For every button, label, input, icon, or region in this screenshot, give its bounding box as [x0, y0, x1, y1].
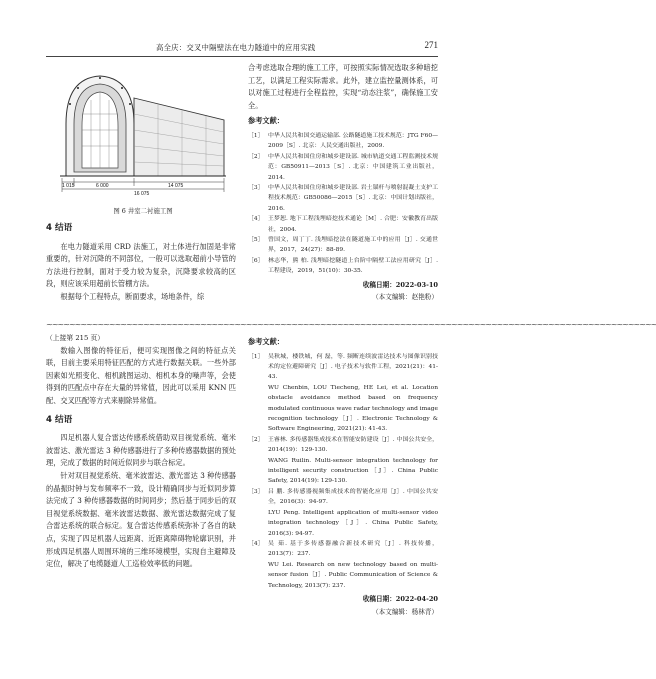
- reference-item: ［4］ 吴 茹. 基于多传感器融合新技术研究［J］. 科技传播，2013(7)：237.: [248, 540, 438, 558]
- bottom-left-column: [46, 332, 236, 571]
- reference-item-en: WANG Ruilin. Multi-sensor integration technology for intelligent security construction［J］. China Public Safety, 2014(19): 129-130.: [268, 457, 438, 485]
- section-title: 4 结语: [46, 223, 73, 233]
- paragraph: 四足机器人复合雷达传感系统借助双目视觉系统、毫米波雷达、激光雷达 3 种传感器进行了多种传感器数据的预处理，完成了数据的时间近似同步与联合标定。: [46, 433, 236, 468]
- section-divider: ~~~~~~~~~~~~~~~~~~~~~~~~~~~~~~~~~~~~~~~~~~~~~~~~~~~~~~~~~~~~~~~~~~~~~~~~~~~~~~~~~~~~~~~~~~~~~~~~~~~~~~~~~~~: [46, 320, 656, 329]
- reference-item: ［2］ 王睿林. 多传感器集成技术在智能安防建设［J］. 中国公共安全，2014(19)：129-130.: [248, 436, 438, 454]
- editor-note: （本文编辑：赵艳粉）: [372, 293, 438, 302]
- editor-note: （本文编辑：杨林青）: [372, 607, 438, 616]
- page-header: [46, 40, 438, 54]
- received-date: 收稿日期：2022-03-10: [362, 280, 438, 289]
- dim-label-4: 16 075: [134, 191, 150, 197]
- figure-caption: 图 6 井室二衬施工图: [113, 207, 173, 215]
- reference-item: ［3］ 吕 鹏. 多传感器视频集成技术的智能化应用［J］. 中国公共安全，2016(3)：94-97.: [248, 488, 438, 506]
- dim-label-2: 6 000: [96, 183, 109, 189]
- reference-item: ［6］ 林志华，熊 柏. 浅埋暗挖隧道上台阶中隔壁工法应用研究［J］. 工程建设，2019，51(10)：30-35.: [248, 257, 438, 275]
- section-title: 4 结语: [46, 414, 73, 425]
- top-left-column: [46, 216, 236, 304]
- top-right-column: [248, 62, 438, 304]
- reference-item: ［4］ 王梦恕. 地下工程浅埋暗挖技术通论［M］. 合肥：安徽教育出版社，2004.: [248, 216, 438, 233]
- reference-item-en: LYU Peng. Intelligent application of multi-sensor video integration technology［J］. China Public Safety, 2016(3): 94-97.: [268, 509, 438, 537]
- reference-item: ［3］ 中华人民共和国住房和城乡建设部. 岩土锚杆与喷射混凝土支护工程技术规范：GB50086—2015［S］. 北京：中国计划出版社，2016.: [248, 185, 438, 212]
- references-title: 参考文献：: [248, 116, 284, 126]
- reference-item: ［5］ 曾国文，周丁丁. 浅埋暗挖法在隧道施工中的应用［J］. 交通世界，2017，24(27)：88-89.: [248, 237, 438, 254]
- reference-item: ［1］ 中华人民共和国交通运输部. 公路隧道施工技术规范：JTG F60—2009［S］. 北京：人民交通出版社，2009.: [248, 132, 438, 150]
- page-number: 271: [424, 40, 438, 50]
- continued-note: （上接第 215 页）: [46, 334, 105, 342]
- reference-item: ［1］ 吴秋城，楼铁城，何 磊，等. 频断连续波雷达技术与图像识别技术的定位避障研究［J］. 电子技术与软件工程，2021(21)：41-43.: [248, 353, 438, 381]
- header-rule: [46, 56, 438, 57]
- reference-item: ［2］ 中华人民共和国住房和城乡建设部. 城市轨道交通工程监测技术规范：GB50911—2013［S］. 北京：中国建筑工业出版社，2014.: [248, 153, 438, 181]
- paragraph: 合考虑选取合理的施工工序，可按照实际情况选取多种暗挖工艺，以满足工程实际需求。此外，建立监控量测体系，可以对施工过程进行全程监控，实现“动态注浆”，确保施工安全。: [248, 63, 438, 110]
- running-title: 高全庆：交叉中隔壁法在电力隧道中的应用实践: [156, 43, 316, 52]
- dim-label-1: 1 015: [62, 183, 75, 189]
- chamber-lining-diagram: [58, 64, 228, 196]
- paragraph: 根据每个工程特点，断面要求，场地条件，综: [60, 291, 205, 301]
- reference-item-en: WU Chenbin, LOU Tiecheng, HE Lei, et al. Location obstacle avoidance method based on frequency modulated continuous wave radar technology and image recognition technology［J］. Electronic Technology & Software Engineering, 2021(21): 41-43.: [268, 384, 438, 433]
- paragraph: 在电力隧道采用 CRD 法施工，对土体进行加固是非常重要的，针对沉降的不同部位，一般可以选取超前小导管的方法进行控制，面对于受力较为复杂，沉降要求较高的区段，则应该采用超前长管棚方法。: [46, 241, 236, 289]
- dim-label-3: 14 075: [168, 183, 184, 189]
- bottom-right-column: [248, 336, 438, 618]
- received-date: 收稿日期：2022-04-20: [362, 594, 438, 603]
- paragraph: 数输入图像的特征后，便可实现图像之间的特征点关联，目前主要采用特征匹配的方式进行数据关联。一些外部因素如光照变化、相机跳图运动、相机本身的噪声等，会使得到的匹配点中存在大量的异常值，因此可以采用 KNN 匹配、交叉匹配等方式来剔除异常值。: [46, 345, 236, 405]
- reference-item-en: WU Lei. Research on new technology based on multi-sensor fusion［J］. Public Communication of Science & Technology, 2013(7): 237.: [268, 561, 438, 589]
- paragraph: 针对双目视觉系统、毫米波雷达、激光雷达 3 种传感器的晶振时钟与发布频率不一致，设计精确同步与近似同步算法完成了 3 种传感器数据的时间同步；然后基于同步后的双目视觉系统数据、毫米波雷达数据、激光雷达数据完成了复合雷达系统的联合标定。复合雷达传感系统弥补了各自的缺点，实现了四足机器人远距离、近距离障碍物轮廓识别，并形成四足机器人周围环境的三维环境模型，实现自主避障及定位，解决了电缆隧道人工巡检效率低的问题。: [46, 470, 236, 569]
- references-title: 参考文献：: [248, 337, 284, 346]
- figure-drawing: [58, 64, 228, 196]
